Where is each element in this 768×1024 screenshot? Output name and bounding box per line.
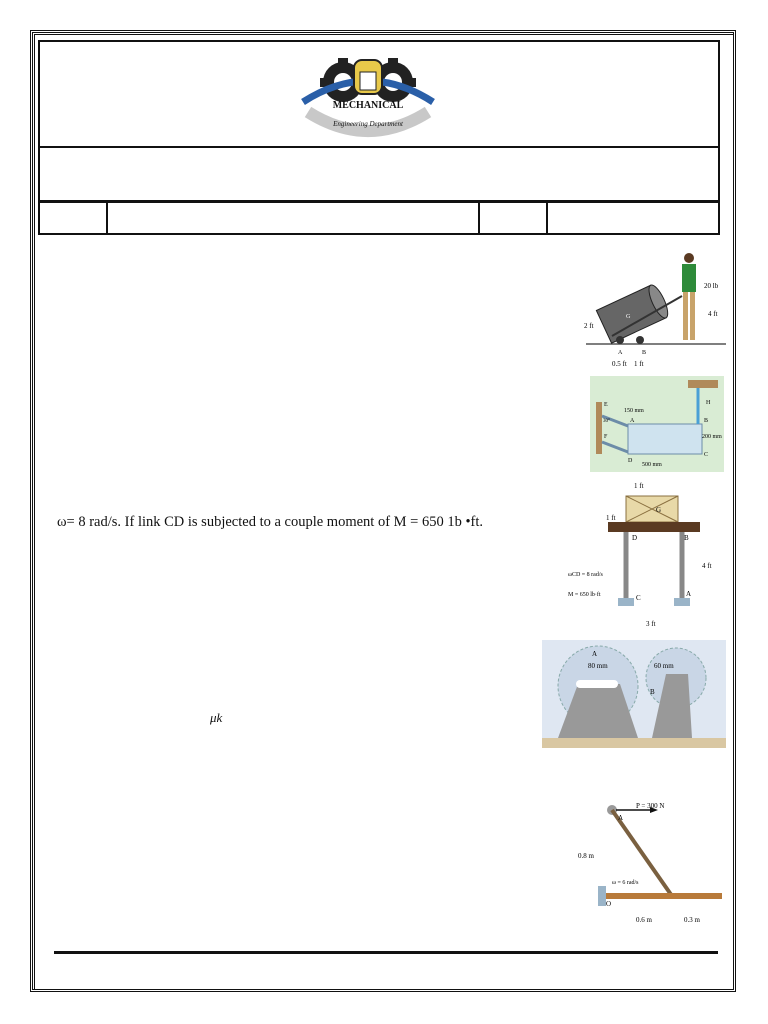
plate-point-e: E (604, 402, 608, 408)
rod-point-o: O (606, 900, 612, 908)
crate-dim-left: 1 ft (606, 514, 616, 522)
figure-rod-force (562, 786, 726, 932)
drum-height-right: 4 ft (708, 310, 718, 318)
drum-point-b: B (642, 350, 647, 356)
figure-pulleys (542, 640, 726, 748)
rod-omega: ω = 6 rad/s (612, 880, 639, 886)
crate-point-a: A (686, 590, 692, 598)
crate-span: 3 ft (646, 620, 656, 628)
plate-angle: 30° (603, 419, 610, 424)
drum-height-left: 2 ft (584, 322, 594, 330)
rod-dim-1: 0.6 m (636, 916, 652, 924)
plate-point-h: H (706, 400, 711, 406)
plate-dim-bottom: 500 mm (642, 462, 662, 468)
info-cell-1 (40, 203, 108, 233)
info-cell-4 (548, 203, 718, 233)
pulley-radius-b: 60 mm (654, 662, 674, 670)
pulley-radius-a: 80 mm (588, 662, 608, 670)
plate-point-d: D (628, 458, 633, 464)
info-row (38, 201, 720, 235)
plate-dim-right: 200 mm (702, 434, 722, 440)
rod-force: P = 300 N (636, 802, 665, 810)
figure-drum-handtruck (582, 246, 728, 370)
pulley-point-b: B (650, 688, 655, 696)
info-cell-3 (480, 203, 548, 233)
info-cell-2 (108, 203, 480, 233)
plate-point-b: B (704, 418, 709, 424)
bottom-rule (54, 951, 718, 954)
rod-dim-2: 0.3 m (684, 916, 700, 924)
figure-crate-links (566, 478, 718, 632)
plate-point-c: C (704, 452, 709, 458)
friction-coefficient-symbol: μk (210, 710, 223, 725)
drum-point-g: G (626, 314, 631, 320)
crate-dim-top: 1 ft (634, 482, 644, 490)
crate-point-b: B (684, 534, 689, 542)
figure-plate-links (590, 376, 724, 472)
plate-point-f: F (604, 434, 608, 440)
drum-dim-1: 0.5 ft (612, 360, 627, 368)
crate-moment: M = 650 lb·ft (568, 592, 601, 598)
logo-text-bottom: Engineering Department (333, 120, 403, 128)
crate-omega: ωCD = 8 rad/s (568, 572, 603, 578)
crate-point-g: G (656, 506, 662, 514)
rod-height: 0.8 m (578, 852, 594, 860)
plate-dim-top: 150 mm (624, 408, 644, 414)
title-row (38, 147, 720, 202)
pulley-point-a: A (592, 650, 598, 658)
drum-point-a: A (618, 350, 623, 356)
crate-point-d: D (632, 534, 638, 542)
drum-load-label: 20 lb (704, 282, 719, 290)
logo-text-top: MECHANICAL (332, 100, 404, 111)
crate-point-c: C (636, 594, 641, 602)
drum-dim-2: 1 ft (634, 360, 644, 368)
department-logo (298, 50, 438, 138)
plate-point-a: A (630, 418, 635, 424)
problem-text: ω= 8 rad/s. If link CD is subjected to a couple moment of M = 650 1b •ft. (57, 514, 484, 530)
crate-height: 4 ft (702, 562, 712, 570)
rod-point-a: A (618, 814, 624, 822)
